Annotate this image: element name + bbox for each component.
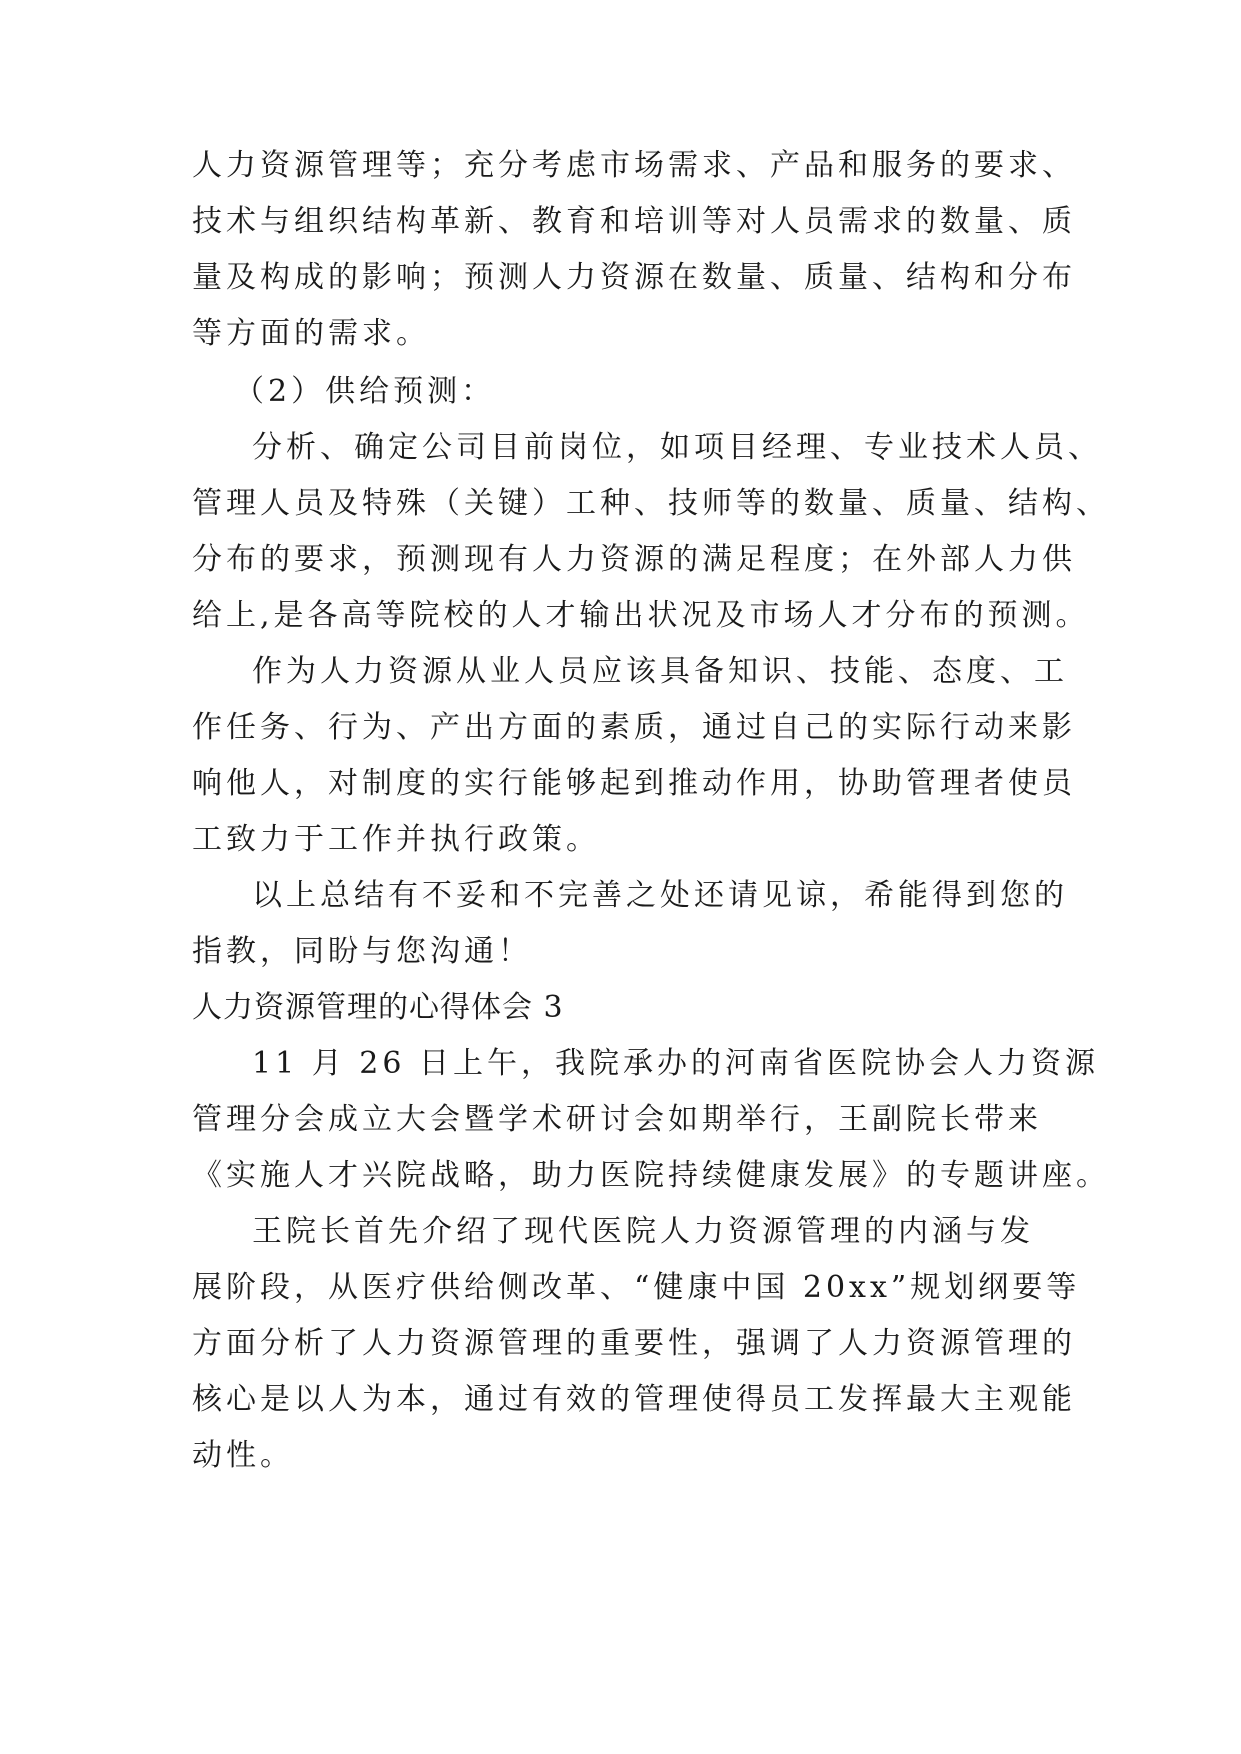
text-line: 响他人，对制度的实行能够起到推动作用，协助管理者使员: [192, 766, 1076, 801]
text-line: 动性。: [192, 1438, 294, 1473]
section-heading: 人力资源管理的心得体会 3: [192, 990, 564, 1025]
sub-heading: （2）供给预测：: [234, 374, 496, 409]
text-line: 作为人力资源从业人员应该具备知识、技能、态度、工: [252, 654, 1068, 689]
text-line: 分布的要求，预测现有人力资源的满足程度；在外部人力供: [192, 542, 1076, 577]
text-line: 11 月 26 日上午，我院承办的河南省医院协会人力资源: [252, 1046, 1099, 1081]
text-line: 给上,是各高等院校的人才输出状况及市场人才分布的预测。: [192, 598, 1090, 633]
text-line: 管理人员及特殊（关键）工种、技师等的数量、质量、结构、: [192, 486, 1110, 521]
text-line: 指教，同盼与您沟通！: [192, 934, 532, 969]
text-line: 作任务、行为、产出方面的素质，通过自己的实际行动来影: [192, 710, 1076, 745]
text-line: 王院长首先介绍了现代医院人力资源管理的内涵与发: [252, 1214, 1034, 1249]
text-line: 技术与组织结构革新、教育和培训等对人员需求的数量、质: [192, 204, 1076, 239]
text-line: 量及构成的影响；预测人力资源在数量、质量、结构和分布: [192, 260, 1076, 295]
text-line: 展阶段，从医疗供给侧改革、“健康中国 20xx”规划纲要等: [192, 1270, 1081, 1305]
text-line: 以上总结有不妥和不完善之处还请见谅，希能得到您的: [252, 878, 1068, 913]
text-line: 等方面的需求。: [192, 316, 430, 351]
text-line: 工致力于工作并执行政策。: [192, 822, 600, 857]
text-line: 分析、确定公司目前岗位，如项目经理、专业技术人员、: [252, 430, 1102, 465]
text-line: 方面分析了人力资源管理的重要性，强调了人力资源管理的: [192, 1326, 1076, 1361]
text-line: 核心是以人为本，通过有效的管理使得员工发挥最大主观能: [192, 1382, 1076, 1417]
text-line: 管理分会成立大会暨学术研讨会如期举行，王副院长带来: [192, 1102, 1042, 1137]
text-line: 《实施人才兴院战略，助力医院持续健康发展》的专题讲座。: [192, 1158, 1110, 1193]
text-line: 人力资源管理等；充分考虑市场需求、产品和服务的要求、: [192, 148, 1076, 183]
